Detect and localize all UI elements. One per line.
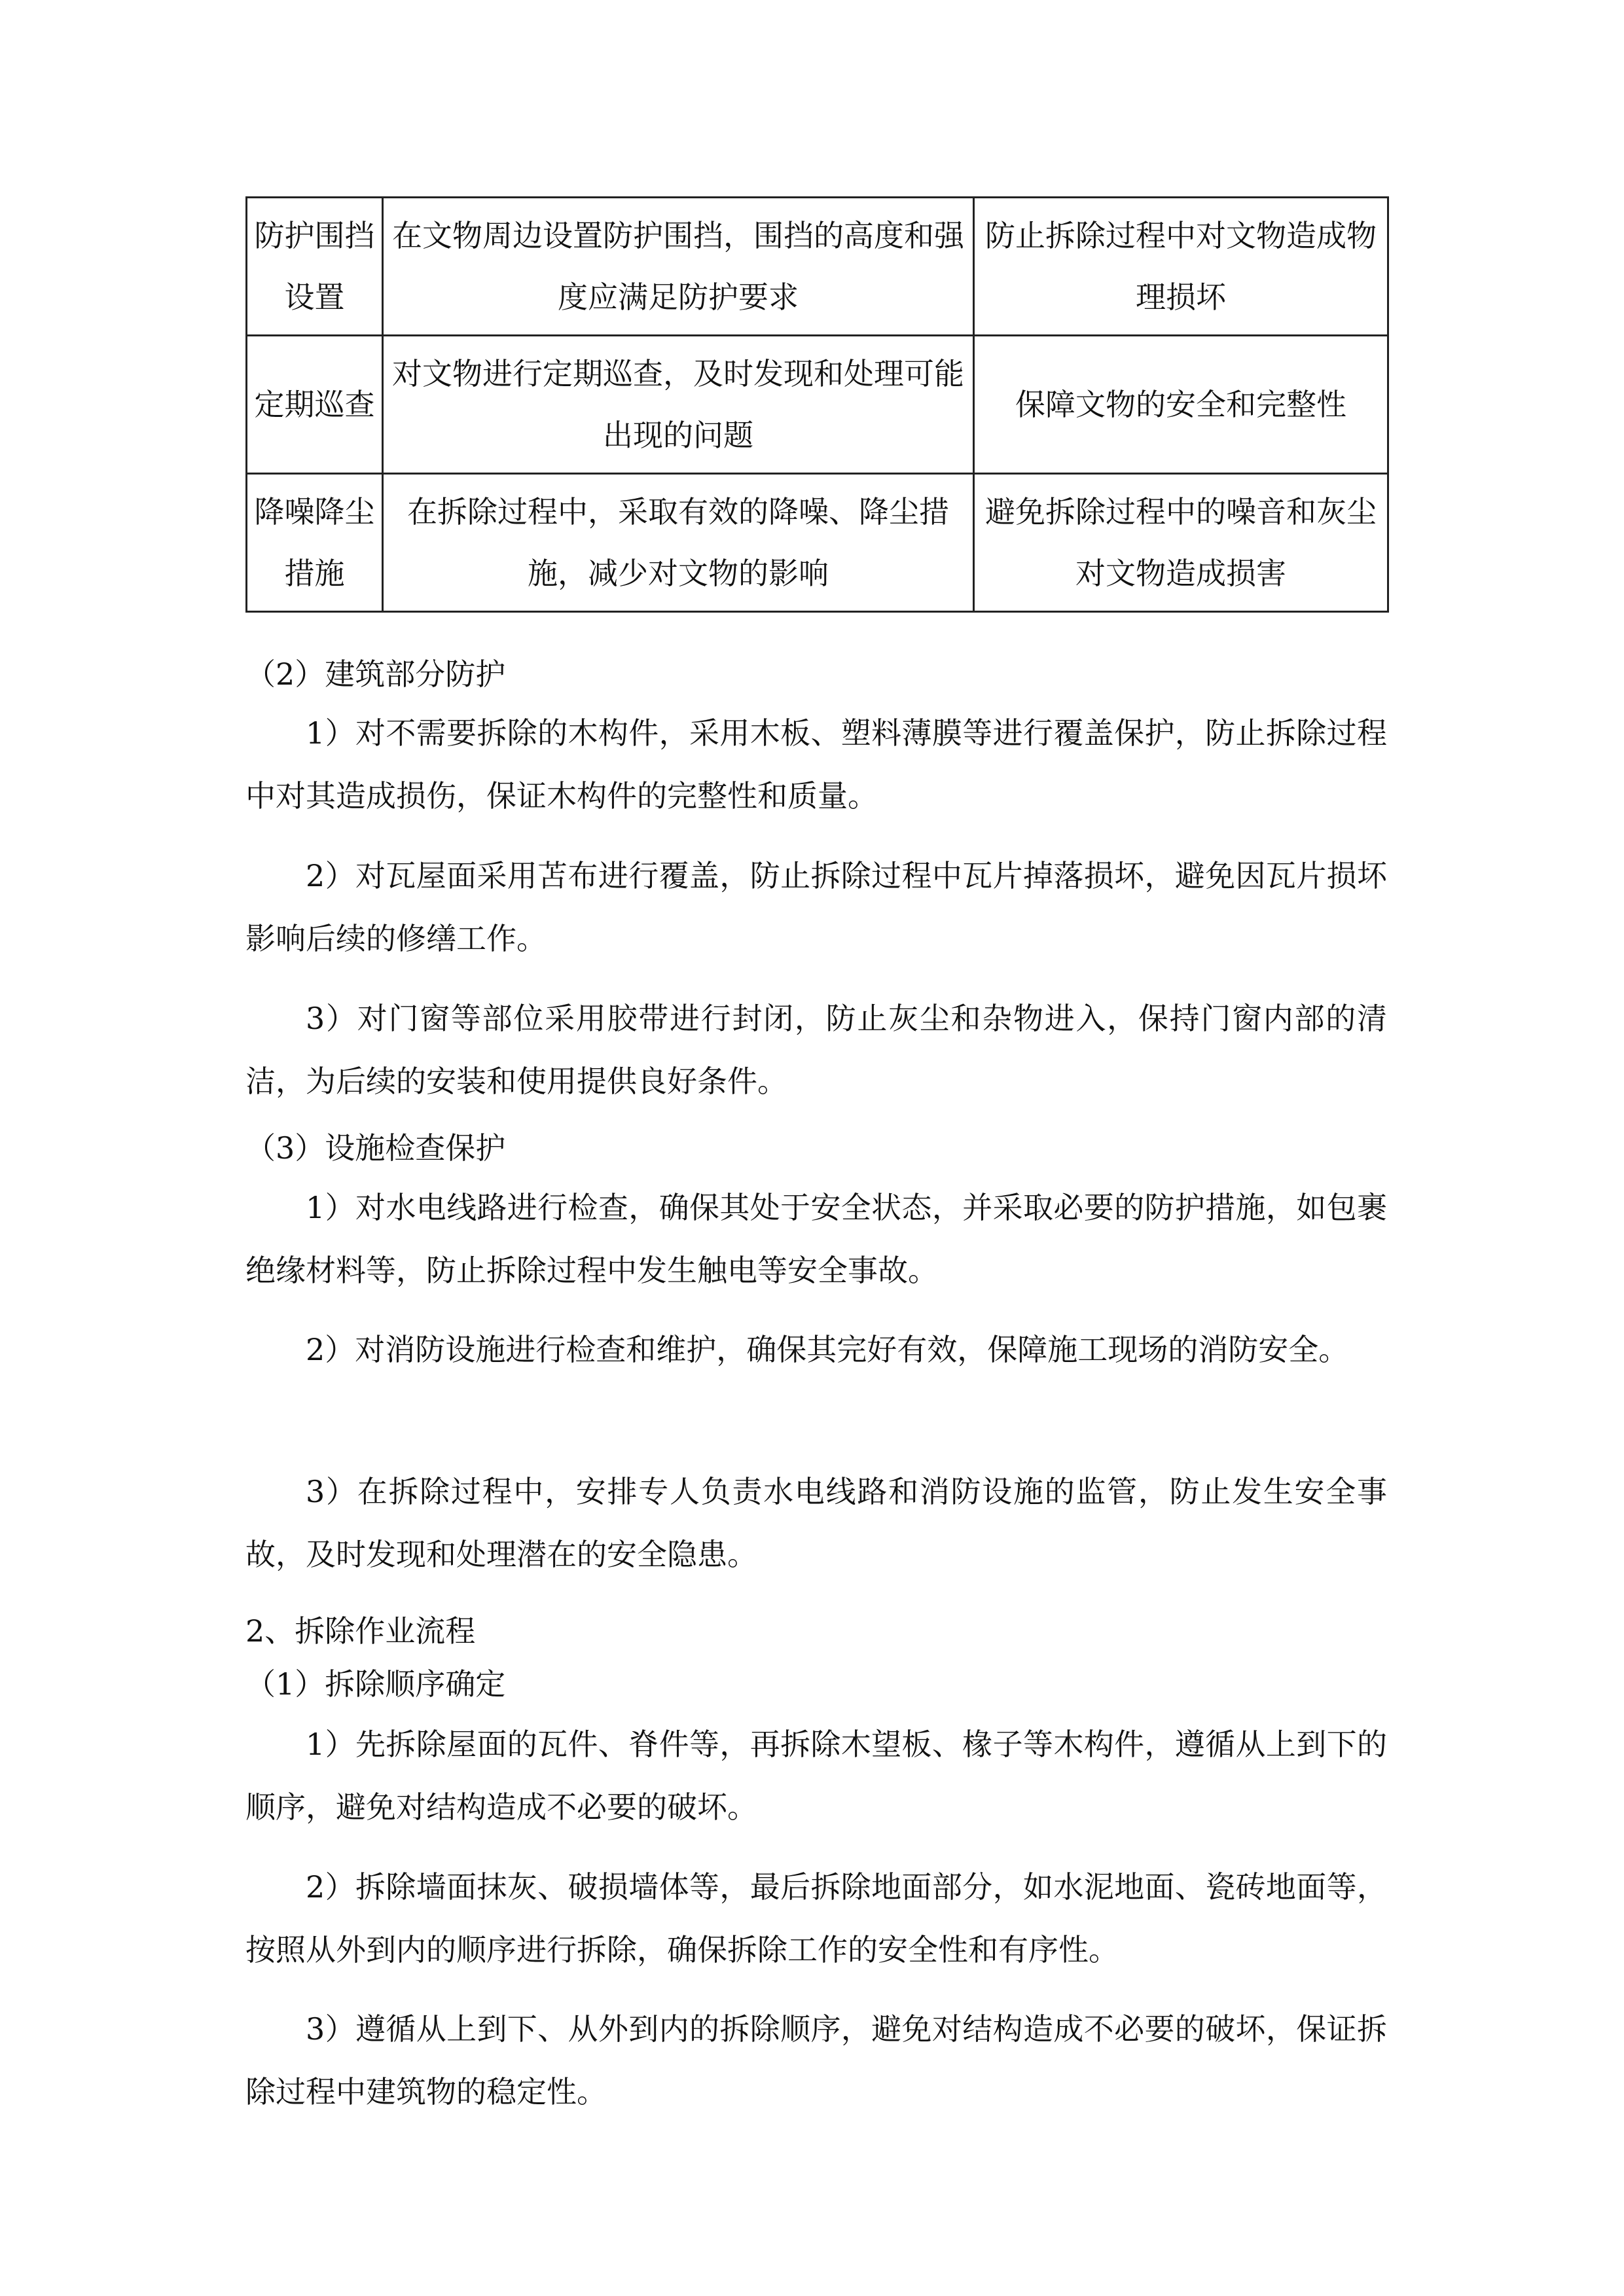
paragraph: 1）对水电线路进行检查，确保其处于安全状态，并采取必要的防护措施，如包裹绝缘材料等，防止拆除过程中发生触电等安全事故。 (245, 1190, 1387, 1288)
table-cell-item: 防护围挡设置 (247, 198, 383, 336)
section-heading-building-protection: （2）建筑部分防护 (245, 656, 506, 692)
section-heading-demolition-process: 2、拆除作业流程 (245, 1613, 476, 1649)
table-row (247, 474, 1388, 612)
paragraph: 2）拆除墙面抹灰、破损墙体等，最后拆除地面部分，如水泥地面、瓷砖地面等，按照从外到内的顺序进行拆除，确保拆除工作的安全性和有序性。 (245, 1869, 1387, 1967)
paragraph: 2）对瓦屋面采用苫布进行覆盖，防止拆除过程中瓦片掉落损坏，避免因瓦片损坏影响后续的修缮工作。 (245, 858, 1387, 956)
table-cell-purpose: 防止拆除过程中对文物造成物理损坏 (974, 198, 1388, 336)
table-cell-measure: 对文物进行定期巡查，及时发现和处理可能出现的问题 (383, 336, 974, 474)
table-cell-purpose: 避免拆除过程中的噪音和灰尘对文物造成损害 (974, 474, 1388, 612)
subsection-heading-demolition-order: （1）拆除顺序确定 (245, 1666, 506, 1702)
table-cell-measure: 在文物周边设置防护围挡，围挡的高度和强度应满足防护要求 (383, 198, 974, 336)
paragraph: 3）在拆除过程中，安排专人负责水电线路和消防设施的监管，防止发生安全事故，及时发现和处理潜在的安全隐患。 (245, 1474, 1387, 1572)
paragraph: 3）对门窗等部位采用胶带进行封闭，防止灰尘和杂物进入，保持门窗内部的清洁，为后续的安装和使用提供良好条件。 (245, 1001, 1387, 1099)
table-row (247, 336, 1388, 474)
table-cell-measure: 在拆除过程中，采取有效的降噪、降尘措施，减少对文物的影响 (383, 474, 974, 612)
section-heading-facility-protection: （3）设施检查保护 (245, 1130, 506, 1166)
table-cell-item: 降噪降尘措施 (247, 474, 383, 612)
paragraph: 3）遵循从上到下、从外到内的拆除顺序，避免对结构造成不必要的破坏，保证拆除过程中建筑物的稳定性。 (245, 2011, 1387, 2109)
protection-measures-table (245, 196, 1389, 613)
paragraph: 2）对消防设施进行检查和维护，确保其完好有效，保障施工现场的消防安全。 (306, 1332, 1349, 1367)
paragraph: 1）对不需要拆除的木构件，采用木板、塑料薄膜等进行覆盖保护，防止拆除过程中对其造成损伤，保证木构件的完整性和质量。 (245, 715, 1387, 814)
paragraph: 1）先拆除屋面的瓦件、脊件等，再拆除木望板、椽子等木构件，遵循从上到下的顺序，避免对结构造成不必要的破坏。 (245, 1727, 1387, 1825)
table-cell-purpose: 保障文物的安全和完整性 (974, 336, 1388, 474)
table-row (247, 198, 1388, 336)
table-cell-item: 定期巡查 (247, 336, 383, 474)
